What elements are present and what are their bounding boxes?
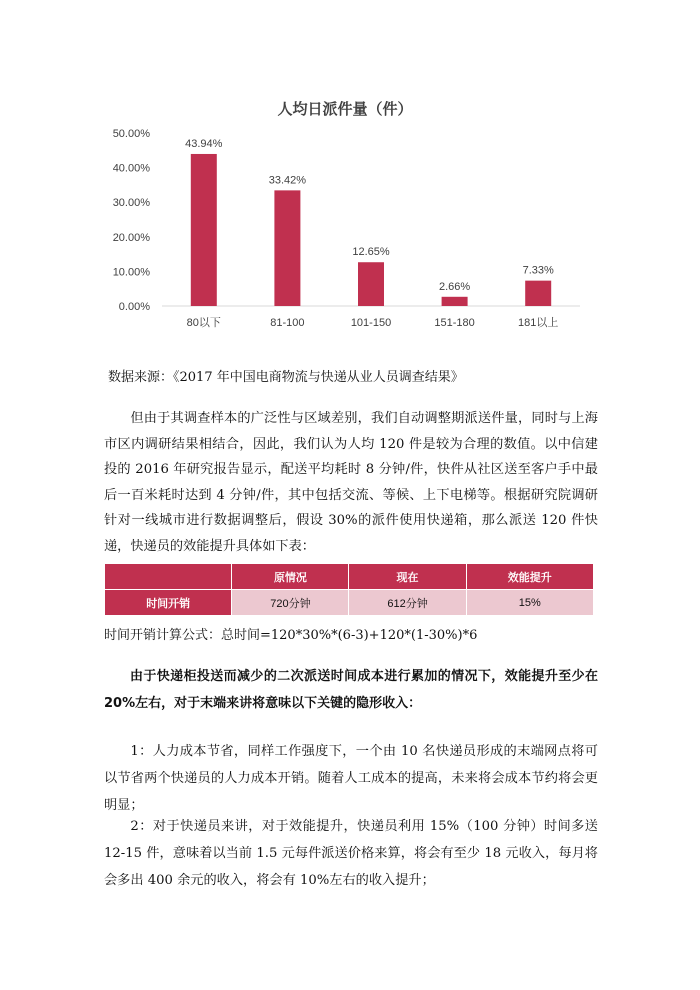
y-tick-label: 30.00% bbox=[112, 197, 150, 210]
y-tick-label: 20.00% bbox=[112, 231, 150, 244]
y-tick-label: 0.00% bbox=[118, 301, 150, 313]
x-tick-label: 80以下 bbox=[186, 317, 221, 329]
bold-paragraph: 由于快递柜投送而减少的二次派送时间成本进行累加的情况下，效能提升至少在 20%左右，对于末端来讲将意味以下关键的隐形收入： bbox=[104, 669, 598, 711]
point-2: 2：对于快递员来讲，对于效能提升，快递员利用 15%（100 分钟）时间多送 12-15 件，意味着以当前 1.5 元每件派送价格来算，将会有至少 18 元收入，每月将会多出 400 余元的收入，将会有 10%左右的收入提升； bbox=[104, 819, 598, 888]
chart-svg bbox=[100, 90, 590, 350]
chart-title: 人均日派件量（件） bbox=[277, 100, 413, 118]
table-cell: 15% bbox=[466, 590, 593, 616]
bar bbox=[274, 190, 300, 306]
table-cell: 720分钟 bbox=[232, 590, 349, 616]
point-1: 1：人力成本节省，同样工作强度下，一个由 10 名快递员形成的末端网点将可以节省两个快递员的人力成本开销。随着人工成本的提高，未来将会成本节约将会更明显； bbox=[104, 744, 598, 813]
x-tick-label: 101-150 bbox=[350, 317, 392, 329]
data-label: 7.33% bbox=[522, 264, 554, 277]
table-cell: 612分钟 bbox=[349, 590, 466, 616]
y-tick-label: 40.00% bbox=[112, 162, 150, 175]
bar-chart bbox=[100, 90, 590, 350]
bar bbox=[191, 154, 217, 306]
x-tick-label: 151-180 bbox=[434, 317, 475, 329]
x-tick-label: 181以上 bbox=[518, 317, 559, 329]
table-row bbox=[105, 590, 594, 616]
data-source: 数据来源：《2017 年中国电商物流与快递从业人员调查结果》 bbox=[108, 370, 464, 385]
bar bbox=[358, 262, 384, 306]
bar bbox=[442, 297, 468, 306]
table-header-cell: 效能提升 bbox=[466, 564, 593, 590]
bar bbox=[525, 281, 551, 306]
table-row-label: 时间开销 bbox=[105, 590, 232, 616]
y-tick-label: 50.00% bbox=[112, 128, 150, 140]
x-tick-label: 81-100 bbox=[270, 317, 305, 329]
data-label: 12.65% bbox=[352, 246, 390, 259]
table-header-cell bbox=[105, 564, 232, 590]
table-header-row bbox=[105, 564, 594, 590]
table-header-cell: 原情况 bbox=[232, 564, 349, 590]
y-tick-label: 10.00% bbox=[112, 266, 150, 279]
paragraph-1: 但由于其调查样本的广泛性与区域差别，我们自动调整期派送件量，同时与上海市区内调研结果相结合，因此，我们认为人均 120 件是较为合理的数值。以中信建投的 2016 年研究报告显示，配送平均耗时 8 分钟/件，快件从社区送至客户手中最后一百米耗时达到 4 分钟/件，其中包括交流、等候、上下电梯等。根据研究院调研针对一线城市进行数据调整后，假设 30%的派件使用快递箱，那么派送 120 件快递，快递员的效能提升具体如下表： bbox=[104, 411, 598, 554]
data-label: 2.66% bbox=[438, 280, 471, 293]
data-label: 33.42% bbox=[268, 174, 307, 187]
formula-text: 时间开销计算公式：总时间=120*30%*(6-3)+120*(1-30%)*6 bbox=[104, 628, 478, 643]
table-header-cell: 现在 bbox=[349, 564, 466, 590]
data-label: 43.94% bbox=[185, 137, 223, 150]
efficiency-table bbox=[104, 563, 594, 616]
